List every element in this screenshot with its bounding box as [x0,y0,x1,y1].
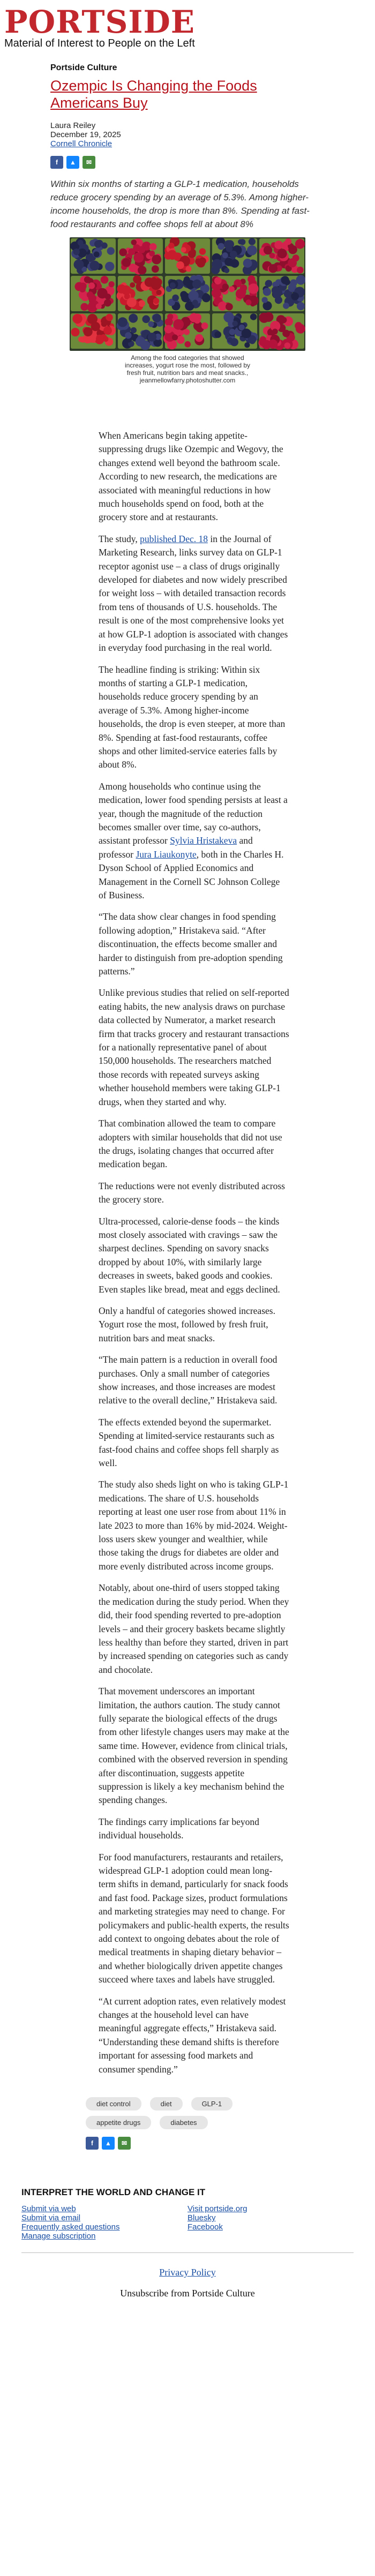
paragraph: The study also sheds light on who is taking GLP-1 medications. The share of U.S. households reporting at least one user rose from about 11% in late 2023 to more than 16% by mid-2024. Weight-loss users skew younger and wealthier, while those taking the drugs for diabetes are older and more evenly distributed across income groups. [99,1479,289,1572]
article-header [30,63,345,384]
paragraph: The headline finding is striking: Within six months of starting a GLP-1 medication, households reduce grocery spending by an average of 5.3%. Among higher-income households, the drop is even steeper, at more than 8%. Spending at fast-food restaurants, coffee shops and other limited-service eateries falls by about 8%. [99,664,286,770]
tag-list [0,2084,375,2129]
author-link-hristakeva[interactable]: Sylvia Hristakeva [170,835,237,846]
paragraph: “The main pattern is a reduction in overall food purchases. Only a small number of categories show increases, and those increases are modest relative to the overall decline,” Hristakeva said. [99,1354,278,1406]
paragraph: Only a handful of categories showed increases. Yogurt rose the most, followed by fresh fruit, nutrition bars and meat snacks. [99,1305,275,1343]
email-icon[interactable]: ✉ [118,2137,131,2150]
article-body [0,429,375,2076]
paragraph: “At current adoption rates, even relatively modest changes at the household level can have meaningful aggregate effects,” Hristakeva said. “Understanding these demand shifts is therefore important for assessing food markets and consumer spending.” [99,1995,286,2075]
faq-link[interactable]: Frequently asked questions [21,2222,120,2232]
footer-links [21,2204,354,2241]
brand-tagline: Material of Interest to People on the Left [4,37,195,49]
tag-glp1[interactable]: GLP-1 [191,2097,233,2111]
paragraph: The effects extended beyond the supermarket. Spending at limited-service restaurants such as fast-food chains and coffee shops fell sharply as well. [99,1416,279,1469]
paragraph: Unlike previous studies that relied on self-reported eating habits, the new analysis draws on purchase data collected by Numerator, a market research firm that tracks grocery and restaurant transactions for a nationally representative panel of about 150,000 households. The researchers matched those records with repeated surveys asking whether household members were taking GLP-1 drugs, when they started and why. [99,987,289,1107]
footer-col-left [21,2204,188,2241]
paragraph: Ultra-processed, calorie-dense foods – the kinds most closely associated with cravings – saw the sharpest declines. Spending on savory snacks dropped by about 10%, with similarly large decreases in sweets, baked goods and cookies. Even staples like bread, meat and eggs declined. [99,1215,280,1295]
photo-caption: Among the food categories that showed increases, yogurt rose the most, followed by fresh fruit, nutrition bars and meat snacks., jeanmellowfarry.photoshutter.com [124,354,251,384]
email-icon[interactable]: ✉ [82,156,95,169]
tag-diet-control[interactable]: diet control [86,2097,141,2111]
submit-web-link[interactable]: Submit via web [21,2204,76,2214]
paragraph: The study, published Dec. 18 in the Journal of Marketing Research, links survey data on GLP-1 receptor agonist use – a class of drugs originally developed for diabetes and now widely prescribed for weight loss – with detailed transaction records from tens of thousands of U.S. households. The result is one of the most comprehensive looks yet at how GLP-1 adoption is associated with changes in everyday food purchasing in the real world. [99,533,288,654]
unsubscribe-link[interactable]: Unsubscribe from Portside Culture [120,2288,255,2299]
bluesky-icon[interactable]: ▲ [66,156,79,169]
newsletter-footer [0,2187,375,2299]
tag-diet[interactable]: diet [150,2097,183,2111]
paragraph: Notably, about one-third of users stopped taking the medication during the study period. When they did, their food spending reverted to pre-adoption levels – and their grocery baskets became slightly less healthy than before they started, driven in part by increased spending on categories such as candy and chocolate. [99,1582,289,1675]
visit-portside-link[interactable]: Visit portside.org [188,2204,248,2214]
author-link-liaukonyte[interactable]: Jura Liaukonyte [136,848,197,860]
article-photo [70,237,305,351]
bluesky-icon[interactable]: ▲ [102,2137,115,2150]
share-buttons-bottom [0,2129,375,2150]
author-name: Laura Reiley [50,121,96,130]
tag-appetite-drugs[interactable]: appetite drugs [86,2116,151,2129]
paragraph: That combination allowed the team to compare adopters with similar households that did not use the drugs, isolating changes that occurred after medication began. [99,1118,282,1170]
footer-bottom [21,2252,354,2299]
share-buttons [50,156,325,169]
article-headline[interactable]: Ozempic Is Changing the Foods Americans Buy [50,78,257,111]
manage-subscription-link[interactable]: Manage subscription [21,2232,96,2241]
facebook-icon[interactable]: f [86,2137,99,2150]
paragraph: For food manufacturers, restaurants and retailers, widespread GLP-1 adoption could mean long-term shifts in demand, particularly for snack foods and fast food. Package sizes, product formulations and marketing strategies may need to change. For policymakers and public-health experts, the results add context to ongoing debates about the role of medical treatments in shaping dietary behavior – and whether biologically driven appetite changes succeed where taxes and labels have struggled. [99,1851,289,1985]
publish-date: December 19, 2025 [50,130,121,139]
bluesky-link[interactable]: Bluesky [188,2213,216,2223]
berries-photo-illustration [70,237,305,351]
paragraph: The findings carry implications far beyond individual households. [99,1816,259,1841]
footer-title: INTERPRET THE WORLD AND CHANGE IT [21,2187,206,2198]
tag-diabetes[interactable]: diabetes [160,2116,207,2129]
footer-col-right [188,2204,354,2241]
study-link[interactable]: published Dec. 18 [140,533,208,544]
brand-header [0,0,375,47]
paragraph: That movement underscores an important limitation, the authors caution. The study cannot fully separate the biological effects of the drugs from other lifestyle changes users may make at the same time. However, evidence from clinical trials, combined with the observed reversion in spending after discontinuation, suggests appetite suppression is likely a key mechanism behind the spending changes. [99,1686,289,1806]
article-summary: Within six months of starting a GLP-1 medication, households reduce grocery spending by an average of 5.3%. Among higher-income households, the drop is more than 8%. Spending at fast-food restaurants and coffee shops fell at about 8% [50,179,310,229]
source-link[interactable]: Cornell Chronicle [50,139,112,148]
privacy-policy-link[interactable]: Privacy Policy [159,2267,216,2278]
paragraph: Among households who continue using the medication, lower food spending persists at least a year, though the magnitude of the reduction becomes smaller over time, say co-authors, assistant professor Sylvia Hristakeva and professor Jura Liaukonyte, both in the Charles H. Dyson School of Applied Economics and Management in the Cornell SC Johnson College of Business. [99,780,288,900]
facebook-icon[interactable]: f [50,156,63,169]
paragraph: When Americans begin taking appetite-suppressing drugs like Ozempic and Wegovy, the changes extend well beyond the bathroom scale. According to new research, the medications are associated with meaningful reductions in how much households spend on food, both at the grocery store and at restaurants. [99,430,283,523]
facebook-link[interactable]: Facebook [188,2222,223,2232]
paragraph: “The data show clear changes in food spending following adoption,” Hristakeva said. “After discontinuation, the effects become smaller and harder to distinguish from pre-adoption spending patterns.” [99,911,283,977]
paragraph: The reductions were not evenly distributed across the grocery store. [99,1180,285,1205]
portside-logo[interactable]: PORTSIDE [4,4,195,40]
byline [50,121,325,148]
submit-email-link[interactable]: Submit via email [21,2213,81,2223]
section-label: Portside Culture [50,63,117,72]
